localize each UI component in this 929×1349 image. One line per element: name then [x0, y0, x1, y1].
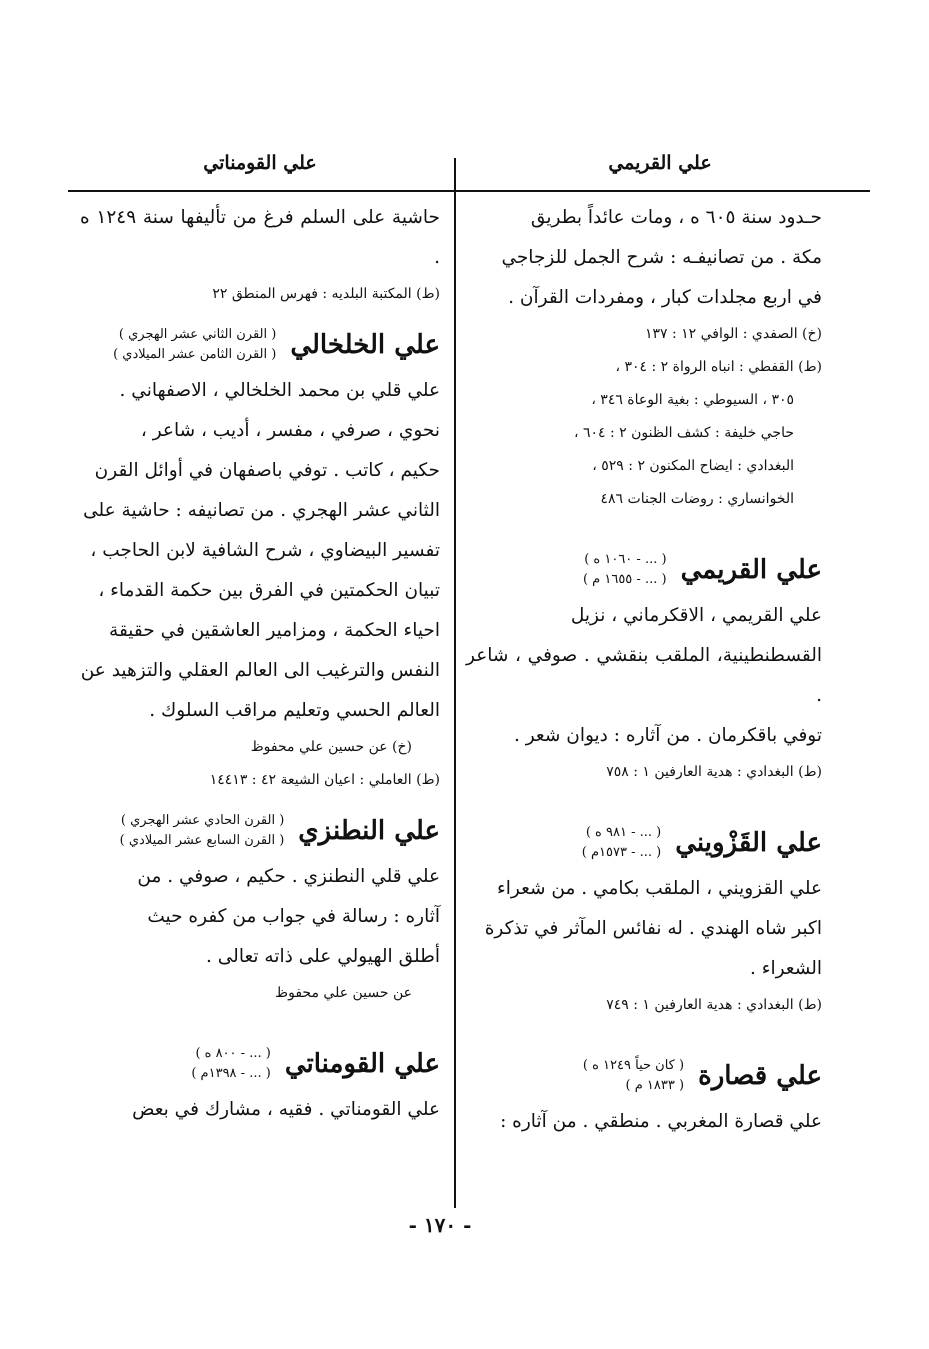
body-line: علي قلي بن محمد الخلخالي ، الاصفهاني .	[119, 380, 440, 401]
entry-date-hijri: ( ... - ١٠٦٠ ه )	[584, 552, 667, 567]
entry-dates	[191, 1044, 270, 1084]
entry-date-gregorian: ( ١٨٣٣ م )	[625, 1078, 685, 1093]
reference-line: (خ) عن حسين علي محفوظ	[250, 739, 412, 755]
body-line: الشعراء .	[749, 958, 822, 979]
entry-date-hijri: ( القرن الحادي عشر الهجري )	[120, 813, 285, 828]
body-line: علي القزويني ، الملقب بكامي . من شعراء	[497, 878, 822, 899]
body-line: علي قصارة المغربي . منطقي . من آثاره :	[500, 1111, 822, 1132]
entry-name: علي قصارة	[698, 1061, 822, 1091]
reference-line: (ط) المكتبة البلديه : فهرس المنطق ٢٢	[212, 286, 440, 302]
entry-date-gregorian: ( القرن الثامن عشر الميلادي )	[113, 347, 277, 362]
entry-date-hijri: ( ... - ٨٠٠ ه )	[195, 1046, 271, 1061]
body-line: توفي باقكرمان . من آثاره : ديوان شعر .	[513, 725, 822, 746]
entry-heading	[80, 811, 440, 851]
entry-name: علي القومناتي	[284, 1049, 440, 1079]
page-number: - ١٧٠ -	[408, 1213, 472, 1237]
reference-line: (ط) البغدادي : هدية العارفين ١ : ٧٤٩	[606, 997, 822, 1013]
header-rule	[68, 190, 870, 192]
entry-heading	[466, 1056, 822, 1096]
reference-line: (خ) الصفدي : الوافي ١٢ : ١٣٧	[644, 326, 822, 342]
entry-dates	[583, 550, 667, 590]
entry-name: علي القريمي	[680, 555, 822, 585]
body-line: نحوي ، صرفي ، مفسر ، أديب ، شاعر ،	[140, 420, 440, 441]
reference-line: عن حسين علي محفوظ	[275, 985, 412, 1001]
reference-line: (ط) القفطي : انباه الرواة ٢ : ٣٠٤ ،	[615, 359, 822, 375]
body-line: علي القومناتي . فقيه ، مشارك في بعض	[132, 1099, 440, 1120]
body-line: حكيم ، كاتب . توفي باصفهان في أوائل القرن	[94, 460, 440, 481]
body-line: اكبر شاه الهندي . له نفائس المآثر في تذكرة	[484, 918, 822, 939]
body-line: القسطنطينية، الملقب بنقشي . صوفي ، شاعر .	[466, 645, 822, 706]
body-line: حـدود سنة ٦٠٥ ه ، ومات عائداً بطريق	[530, 207, 822, 228]
entry-date-gregorian: ( ... - ١٣٩٨م )	[191, 1066, 271, 1081]
entry-name: علي النطنزي	[298, 816, 440, 846]
entry-dates	[582, 823, 661, 863]
body-line: في اربع مجلدات كبار ، ومفردات القرآن .	[508, 287, 822, 308]
right-column	[466, 198, 822, 1142]
entry-date-gregorian: ( ... - ١٦٥٥ م )	[582, 572, 667, 587]
reference-line: ٣٠٥ ، السيوطي : بغية الوعاة ٣٤٦ ،	[591, 392, 794, 408]
body-line: أطلق الهيولي على ذاته تعالى .	[206, 946, 440, 967]
entry-name: علي القَزْويني	[675, 828, 822, 858]
reference-line: حاجي خليفة : كشف الظنون ٢ : ٦٠٤ ،	[573, 425, 794, 441]
body-line: احياء الحكمة ، ومزامير العاشقين في حقيقة	[109, 620, 440, 641]
entry-dates	[120, 811, 285, 851]
reference-line: البغدادي : ايضاح المكنون ٢ : ٥٢٩ ،	[592, 458, 794, 474]
body-line: النفس والترغيب الى العالم العقلي والتزهيد عن	[80, 660, 440, 681]
left-column	[80, 198, 440, 1130]
body-line: العالم الحسي وتعليم مراقب السلوك .	[149, 700, 440, 721]
entry-date-gregorian: ( القرن السابع عشر الميلادي )	[119, 833, 285, 848]
entry-dates	[583, 1056, 684, 1096]
entry-date-hijri: ( كان حياً ١٢٤٩ ه )	[582, 1058, 685, 1073]
reference-line: (ط) العاملي : اعيان الشيعة ٤٢ : ١٤٤١٣	[209, 772, 440, 788]
reference-line: الخوانساري : روضات الجنات ٤٨٦	[600, 491, 794, 507]
entry-name: علي الخلخالي	[290, 330, 440, 360]
body-line: الثاني عشر الهجري . من تصانيفه : حاشية على	[83, 500, 440, 521]
entry-heading	[466, 823, 822, 863]
body-line: علي قلي النطنزي . حكيم ، صوفي . من	[137, 866, 440, 887]
body-line: تبيان الحكمتين في الفرق بين حكمة القدماء ،	[98, 580, 440, 601]
column-divider	[454, 158, 456, 1208]
running-header-left: علي القومناتي	[203, 152, 317, 174]
body-line: حاشية على السلم فرغ من تأليفها سنة ١٢٤٩ ه .	[80, 207, 440, 268]
entry-heading	[80, 1044, 440, 1084]
running-header-right: علي القريمي	[608, 152, 712, 174]
reference-line: (ط) البغدادي : هدية العارفين ١ : ٧٥٨	[606, 764, 822, 780]
entry-date-hijri: ( ... - ٩٨١ ه )	[585, 825, 662, 840]
body-line: علي القريمي ، الاقكرماني ، نزيل	[570, 605, 822, 626]
entry-dates	[113, 325, 276, 365]
body-line: آثاره : رسالة في جواب من كفره حيث	[147, 906, 440, 927]
entry-date-gregorian: ( ... - ١٥٧٣م )	[581, 845, 662, 860]
body-line: مكة . من تصانيفـه : شرح الجمل للزجاجي	[501, 247, 822, 268]
body-line: تفسير البيضاوي ، شرح الشافية لابن الحاجب ،	[90, 540, 440, 561]
entry-heading	[466, 550, 822, 590]
entry-date-hijri: ( القرن الثاني عشر الهجري )	[118, 327, 277, 342]
entry-heading	[80, 325, 440, 365]
